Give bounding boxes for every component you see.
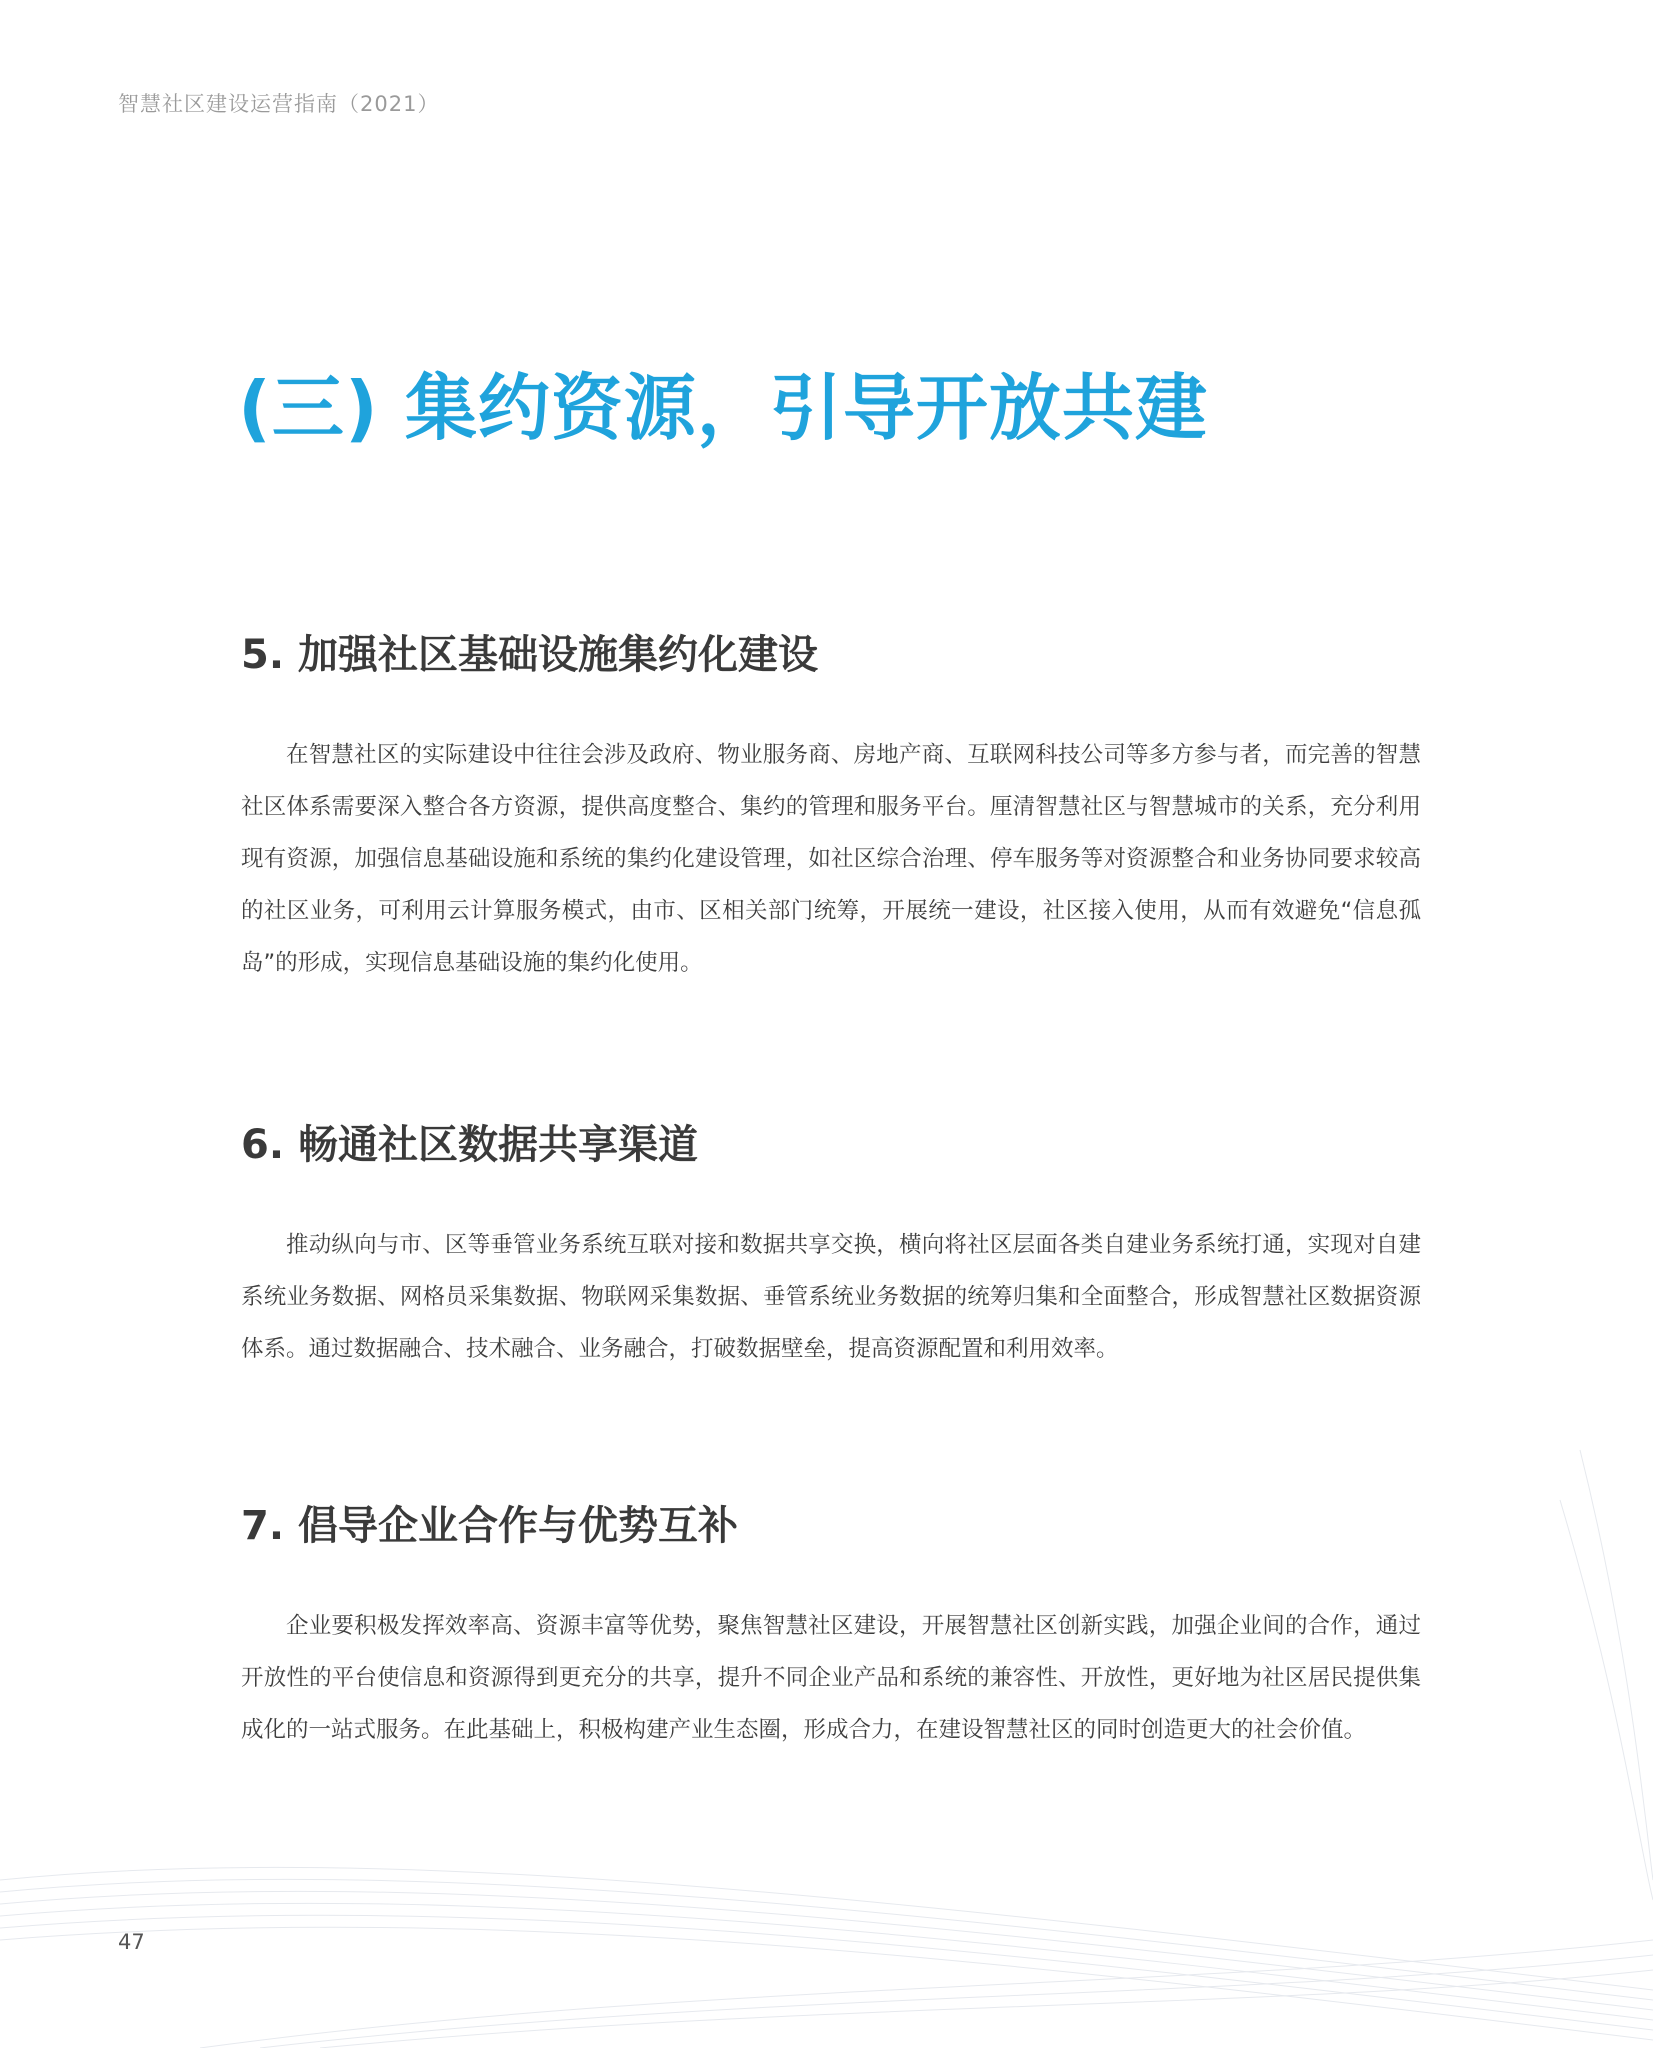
section-heading: 6. 畅通社区数据共享渠道 <box>241 1122 698 1168</box>
page-number: 47 <box>118 1930 145 1954</box>
section-body: 企业要积极发挥效率高、资源丰富等优势，聚焦智慧社区建设，开展智慧社区创新实践，加强企业间的合作，通过开放性的平台使信息和资源得到更充分的共享，提升不同企业产品和系统的兼容性、开放性，更好地为社区居民提供集成化的一站式服务。在此基础上，积极构建产业生态圈，形成合力，在建设智慧社区的同时创造更大的社会价值。 <box>241 1613 1421 1743</box>
running-header: 智慧社区建设运营指南（2021） <box>118 92 440 116</box>
section-6 <box>241 1117 1421 1375</box>
chapter-title: (三) 集约资源，引导开放共建 <box>238 366 1208 450</box>
section-7 <box>241 1498 1421 1756</box>
section-body: 推动纵向与市、区等垂管业务系统互联对接和数据共享交换，横向将社区层面各类自建业务系统打通，实现对自建系统业务数据、网格员采集数据、物联网采集数据、垂管系统业务数据的统筹归集和全面整合，形成智慧社区数据资源体系。通过数据融合、技术融合、业务融合，打破数据壁垒，提高资源配置和利用效率。 <box>241 1232 1421 1362</box>
section-heading: 5. 加强社区基础设施集约化建设 <box>241 632 818 678</box>
section-heading: 7. 倡导企业合作与优势互补 <box>241 1503 738 1549</box>
section-5 <box>241 627 1421 989</box>
section-body: 在智慧社区的实际建设中往往会涉及政府、物业服务商、房地产商、互联网科技公司等多方参与者，而完善的智慧社区体系需要深入整合各方资源，提供高度整合、集约的管理和服务平台。厘清智慧社区与智慧城市的关系，充分利用现有资源，加强信息基础设施和系统的集约化建设管理，如社区综合治理、停车服务等对资源整合和业务协同要求较高的社区业务，可利用云计算服务模式，由市、区相关部门统筹，开展统一建设，社区接入使用，从而有效避免“信息孤岛”的形成，实现信息基础设施的集约化使用。 <box>241 742 1421 976</box>
